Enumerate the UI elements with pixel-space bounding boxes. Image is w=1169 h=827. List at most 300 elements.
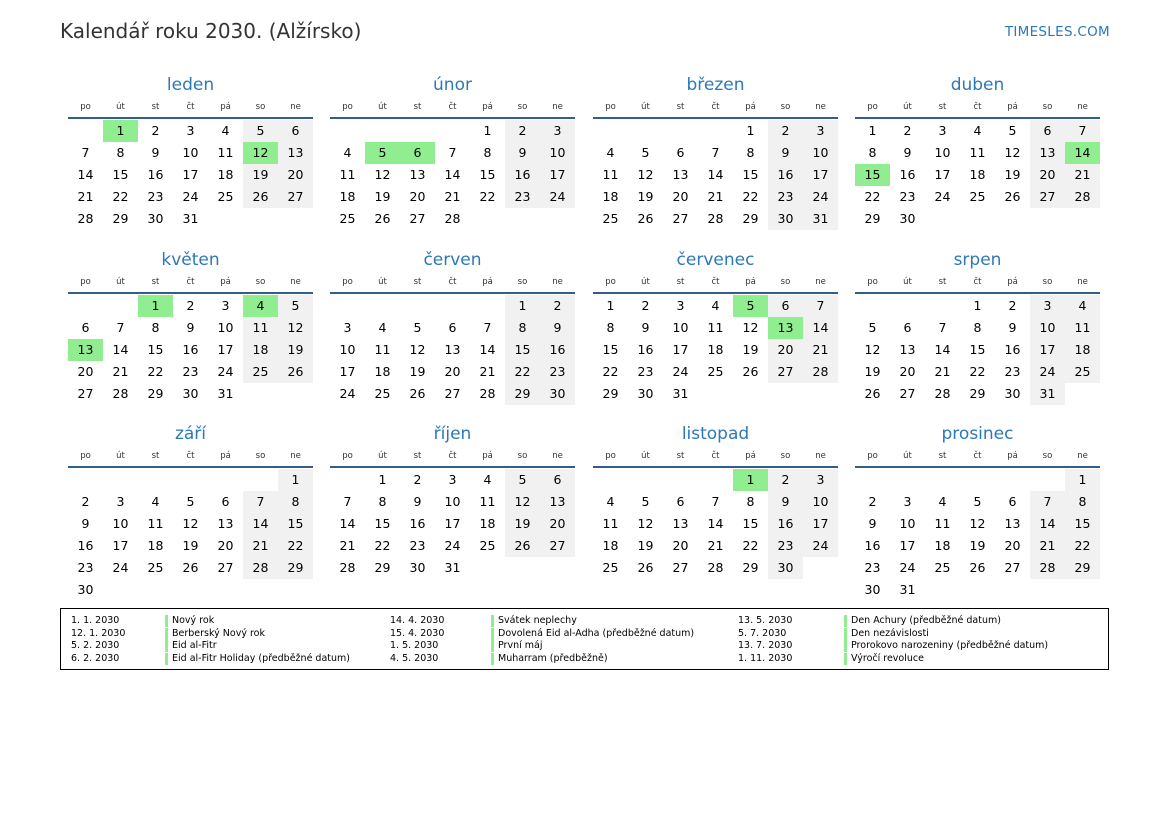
day-cell: 20 <box>768 339 803 361</box>
day-cell: 23 <box>77 560 94 575</box>
weekday-label: čt <box>973 102 982 112</box>
weekday-label: út <box>903 277 912 287</box>
day-cell: 9 <box>768 142 803 164</box>
weekday-label: čt <box>448 277 457 287</box>
day-cell: 18 <box>1065 339 1100 361</box>
holiday-date: 14. 4. 2030 <box>390 615 445 626</box>
day-cell: 22 <box>969 364 986 379</box>
day-cell: 27 <box>672 560 689 575</box>
day-cell: 27 <box>1004 560 1021 575</box>
day-cell: 2 <box>768 469 803 491</box>
day-cell: 21 <box>444 189 461 204</box>
weekday-label: pá <box>220 277 231 287</box>
day-cell: 6 <box>903 320 912 335</box>
day-cell: 8 <box>505 317 540 339</box>
weekday-label: po <box>867 102 878 112</box>
day-cell: 24 <box>112 560 129 575</box>
day-cell: 1 <box>378 472 387 487</box>
holiday-day-cell: 5 <box>365 142 400 164</box>
weekday-label: po <box>80 277 91 287</box>
day-cell: 28 <box>1030 557 1065 579</box>
holiday-day-cell: 14 <box>1065 142 1100 164</box>
weekday-header <box>593 275 838 291</box>
day-cell: 18 <box>707 342 724 357</box>
weekday-label: pá <box>482 102 493 112</box>
day-cell: 22 <box>742 538 759 553</box>
weekday-label: po <box>80 451 91 461</box>
day-cell: 5 <box>641 494 650 509</box>
weekday-header <box>855 100 1100 116</box>
day-cell: 2 <box>903 123 912 138</box>
day-cell: 25 <box>1065 361 1100 383</box>
day-cell: 30 <box>1004 386 1021 401</box>
day-cell: 14 <box>112 342 129 357</box>
day-cell: 12 <box>969 516 986 531</box>
day-cell: 23 <box>637 364 654 379</box>
day-cell: 23 <box>899 189 916 204</box>
day-cell: 28 <box>112 386 129 401</box>
day-cell: 5 <box>278 295 313 317</box>
holiday-date: 6. 2. 2030 <box>71 652 120 664</box>
day-cell: 3 <box>938 123 947 138</box>
day-cell: 25 <box>969 189 986 204</box>
day-cell: 29 <box>112 211 129 226</box>
day-grid <box>68 295 313 427</box>
day-cell: 10 <box>1030 317 1065 339</box>
weekday-label: út <box>641 102 650 112</box>
holiday-day-cell: 12 <box>243 142 278 164</box>
weekday-label: pá <box>220 451 231 461</box>
day-cell: 4 <box>343 145 352 160</box>
holiday-name: Prorokovo narozeniny (předběžné datum) <box>844 640 1048 652</box>
day-cell: 20 <box>540 513 575 535</box>
day-cell: 14 <box>803 317 838 339</box>
day-cell: 24 <box>803 535 838 557</box>
day-cell: 11 <box>147 516 164 531</box>
day-cell: 20 <box>77 364 94 379</box>
day-grid <box>330 120 575 252</box>
day-cell: 27 <box>1030 186 1065 208</box>
day-cell: 8 <box>151 320 160 335</box>
legend-row <box>71 653 401 666</box>
day-cell: 10 <box>899 516 916 531</box>
day-cell: 24 <box>444 538 461 553</box>
weekday-label: po <box>342 451 353 461</box>
day-cell: 16 <box>409 516 426 531</box>
day-cell: 16 <box>864 538 881 553</box>
day-cell: 13 <box>1030 142 1065 164</box>
weekday-label: ne <box>815 277 826 287</box>
day-cell: 10 <box>672 320 689 335</box>
day-cell: 11 <box>339 167 356 182</box>
day-cell: 23 <box>540 361 575 383</box>
day-cell: 28 <box>707 560 724 575</box>
day-cell: 18 <box>934 538 951 553</box>
day-cell: 7 <box>938 320 947 335</box>
weekday-header <box>593 100 838 116</box>
holiday-day-cell: 4 <box>243 295 278 317</box>
holiday-name: Eid al-Fitr Holiday (předběžné datum) <box>165 653 350 665</box>
weekday-label: ne <box>1077 277 1088 287</box>
day-cell: 19 <box>742 342 759 357</box>
weekday-label: ne <box>1077 102 1088 112</box>
day-cell: 22 <box>147 364 164 379</box>
day-cell: 9 <box>151 145 160 160</box>
day-cell: 18 <box>374 364 391 379</box>
day-cell: 9 <box>641 320 650 335</box>
day-cell: 2 <box>151 123 160 138</box>
legend-row <box>738 628 1068 641</box>
day-cell: 10 <box>182 145 199 160</box>
day-cell: 9 <box>505 142 540 164</box>
weekday-label: so <box>780 277 791 287</box>
day-cell: 25 <box>374 386 391 401</box>
day-cell: 2 <box>413 472 422 487</box>
weekday-label: čt <box>186 102 195 112</box>
day-cell: 23 <box>505 186 540 208</box>
day-cell: 9 <box>868 516 877 531</box>
day-cell: 22 <box>278 535 313 557</box>
day-cell: 13 <box>899 342 916 357</box>
day-cell: 1 <box>868 123 877 138</box>
day-cell: 15 <box>479 167 496 182</box>
site-link[interactable]: TIMESLES.COM <box>1004 24 1110 40</box>
day-cell: 4 <box>483 472 492 487</box>
day-cell: 4 <box>151 494 160 509</box>
day-cell: 23 <box>1004 364 1021 379</box>
day-cell: 19 <box>637 189 654 204</box>
day-cell: 6 <box>448 320 457 335</box>
weekday-label: st <box>676 102 685 112</box>
day-cell: 13 <box>672 167 689 182</box>
weekday-label: st <box>151 277 160 287</box>
weekday-label: pá <box>1007 277 1018 287</box>
day-cell: 29 <box>742 211 759 226</box>
day-cell: 26 <box>278 361 313 383</box>
day-cell: 3 <box>803 469 838 491</box>
weekday-label: pá <box>745 277 756 287</box>
day-cell: 12 <box>505 491 540 513</box>
day-cell: 19 <box>243 164 278 186</box>
day-cell: 7 <box>448 145 457 160</box>
day-cell: 31 <box>803 208 838 230</box>
weekday-header <box>68 275 313 291</box>
holiday-date: 4. 5. 2030 <box>390 652 439 664</box>
day-cell: 2 <box>81 494 90 509</box>
day-cell: 17 <box>182 167 199 182</box>
day-cell: 11 <box>602 167 619 182</box>
day-cell: 22 <box>505 361 540 383</box>
day-cell: 20 <box>409 189 426 204</box>
day-cell: 28 <box>707 211 724 226</box>
header-rule <box>855 466 1100 468</box>
weekday-label: út <box>116 102 125 112</box>
weekday-label: so <box>517 102 528 112</box>
holiday-date: 1. 1. 2030 <box>71 615 120 626</box>
weekday-label: po <box>342 277 353 287</box>
day-cell: 21 <box>707 538 724 553</box>
legend-row <box>390 640 720 653</box>
day-cell: 29 <box>147 386 164 401</box>
holiday-day-cell: 1 <box>103 120 138 142</box>
weekday-label: út <box>116 451 125 461</box>
day-cell: 16 <box>768 513 803 535</box>
day-cell: 12 <box>637 167 654 182</box>
day-cell: 8 <box>116 145 125 160</box>
weekday-label: st <box>413 102 422 112</box>
day-cell: 6 <box>1008 494 1017 509</box>
day-cell: 18 <box>243 339 278 361</box>
day-cell: 20 <box>217 538 234 553</box>
holiday-name: Berberský Nový rok <box>165 628 265 640</box>
day-cell: 17 <box>899 538 916 553</box>
weekday-label: ne <box>815 102 826 112</box>
header-rule <box>68 292 313 294</box>
month-name: červenec <box>676 250 755 270</box>
day-cell: 11 <box>479 494 496 509</box>
day-cell: 27 <box>768 361 803 383</box>
day-cell: 22 <box>112 189 129 204</box>
day-cell: 24 <box>217 364 234 379</box>
day-cell: 19 <box>505 513 540 535</box>
day-cell: 3 <box>540 120 575 142</box>
day-cell: 7 <box>1065 120 1100 142</box>
day-cell: 25 <box>147 560 164 575</box>
day-cell: 30 <box>182 386 199 401</box>
day-cell: 10 <box>112 516 129 531</box>
day-cell: 26 <box>505 535 540 557</box>
day-cell: 11 <box>217 145 234 160</box>
day-cell: 29 <box>602 386 619 401</box>
day-cell: 1 <box>973 298 982 313</box>
header-rule <box>330 292 575 294</box>
day-cell: 3 <box>221 298 230 313</box>
day-cell: 31 <box>217 386 234 401</box>
day-cell: 17 <box>112 538 129 553</box>
day-cell: 4 <box>606 145 615 160</box>
day-cell: 11 <box>969 145 986 160</box>
day-cell: 26 <box>637 211 654 226</box>
legend-column <box>71 615 401 665</box>
day-cell: 14 <box>339 516 356 531</box>
day-cell: 3 <box>186 123 195 138</box>
day-cell: 10 <box>444 494 461 509</box>
header-rule <box>593 292 838 294</box>
day-cell: 28 <box>77 211 94 226</box>
day-cell: 24 <box>934 189 951 204</box>
weekday-label: pá <box>482 277 493 287</box>
day-cell: 7 <box>116 320 125 335</box>
day-cell: 28 <box>479 386 496 401</box>
weekday-label: po <box>867 451 878 461</box>
holiday-name: Den Achury (předběžné datum) <box>844 615 1001 627</box>
day-cell: 30 <box>768 208 803 230</box>
day-cell: 5 <box>243 120 278 142</box>
legend-column <box>738 615 1068 665</box>
day-cell: 15 <box>742 516 759 531</box>
day-cell: 6 <box>676 145 685 160</box>
day-cell: 7 <box>243 491 278 513</box>
day-cell: 10 <box>803 491 838 513</box>
day-cell: 8 <box>278 491 313 513</box>
month-name: březen <box>686 75 745 95</box>
holiday-date: 1. 11. 2030 <box>738 652 793 664</box>
holiday-day-cell: 15 <box>855 164 890 186</box>
day-cell: 7 <box>1030 491 1065 513</box>
day-cell: 11 <box>934 516 951 531</box>
day-cell: 13 <box>1004 516 1021 531</box>
day-cell: 30 <box>637 386 654 401</box>
legend-row <box>71 615 401 628</box>
day-cell: 25 <box>479 538 496 553</box>
legend-row <box>71 640 401 653</box>
day-cell: 31 <box>672 386 689 401</box>
weekday-label: ne <box>1077 451 1088 461</box>
holiday-name: Nový rok <box>165 615 214 627</box>
day-cell: 20 <box>899 364 916 379</box>
weekday-label: st <box>151 102 160 112</box>
day-grid <box>855 469 1100 601</box>
day-cell: 12 <box>864 342 881 357</box>
weekday-label: pá <box>220 102 231 112</box>
day-cell: 14 <box>707 167 724 182</box>
month-name: duben <box>950 75 1005 95</box>
day-cell: 28 <box>339 560 356 575</box>
day-cell: 20 <box>1004 538 1021 553</box>
day-cell: 20 <box>672 189 689 204</box>
day-cell: 18 <box>969 167 986 182</box>
weekday-label: so <box>517 277 528 287</box>
month-name: prosinec <box>941 424 1014 444</box>
header-rule <box>593 117 838 119</box>
holiday-day-cell: 6 <box>400 142 435 164</box>
day-cell: 27 <box>672 211 689 226</box>
day-cell: 26 <box>374 211 391 226</box>
day-cell: 2 <box>505 120 540 142</box>
day-cell: 2 <box>540 295 575 317</box>
holiday-day-cell: 13 <box>768 317 803 339</box>
day-cell: 6 <box>676 494 685 509</box>
day-cell: 23 <box>768 535 803 557</box>
legend-row <box>738 640 1068 653</box>
weekday-label: so <box>255 277 266 287</box>
day-cell: 24 <box>899 560 916 575</box>
day-cell: 23 <box>182 364 199 379</box>
day-cell: 16 <box>540 339 575 361</box>
day-cell: 16 <box>637 342 654 357</box>
day-cell: 4 <box>1065 295 1100 317</box>
day-cell: 6 <box>221 494 230 509</box>
day-cell: 10 <box>934 145 951 160</box>
day-cell: 2 <box>868 494 877 509</box>
day-cell: 15 <box>742 167 759 182</box>
weekday-label: čt <box>186 451 195 461</box>
weekday-label: út <box>641 451 650 461</box>
weekday-label: pá <box>745 102 756 112</box>
day-cell: 9 <box>81 516 90 531</box>
day-cell: 1 <box>746 123 755 138</box>
day-cell: 16 <box>768 164 803 186</box>
day-cell: 21 <box>1030 535 1065 557</box>
header-rule <box>68 466 313 468</box>
day-cell: 27 <box>278 186 313 208</box>
day-cell: 30 <box>899 211 916 226</box>
day-cell: 21 <box>112 364 129 379</box>
day-grid <box>330 469 575 601</box>
weekday-label: pá <box>1007 102 1018 112</box>
month-name: červen <box>423 250 482 270</box>
day-cell: 16 <box>147 167 164 182</box>
day-cell: 24 <box>803 186 838 208</box>
holiday-name: Svátek neplechy <box>491 615 577 627</box>
weekday-label: st <box>938 277 947 287</box>
day-cell: 11 <box>1065 317 1100 339</box>
weekday-label: út <box>116 277 125 287</box>
day-cell: 6 <box>1030 120 1065 142</box>
holiday-day-cell: 1 <box>733 469 768 491</box>
holiday-name: Dovolená Eid al-Adha (předběžné datum) <box>491 628 694 640</box>
day-cell: 19 <box>969 538 986 553</box>
weekday-label: so <box>1042 102 1053 112</box>
day-cell: 15 <box>969 342 986 357</box>
day-cell: 16 <box>899 167 916 182</box>
day-cell: 8 <box>868 145 877 160</box>
weekday-label: so <box>255 451 266 461</box>
day-cell: 1 <box>505 295 540 317</box>
day-cell: 2 <box>641 298 650 313</box>
holiday-day-cell: 13 <box>68 339 103 361</box>
weekday-label: so <box>780 451 791 461</box>
day-cell: 25 <box>217 189 234 204</box>
day-cell: 4 <box>711 298 720 313</box>
weekday-label: čt <box>973 277 982 287</box>
weekday-label: pá <box>745 451 756 461</box>
day-cell: 22 <box>742 189 759 204</box>
day-cell: 27 <box>899 386 916 401</box>
day-cell: 17 <box>803 164 838 186</box>
day-cell: 28 <box>243 557 278 579</box>
day-cell: 15 <box>278 513 313 535</box>
legend-column <box>390 615 720 665</box>
day-cell: 11 <box>243 317 278 339</box>
day-grid <box>855 295 1100 427</box>
day-cell: 8 <box>746 494 755 509</box>
weekday-label: st <box>938 102 947 112</box>
day-cell: 27 <box>217 560 234 575</box>
day-cell: 16 <box>77 538 94 553</box>
day-cell: 18 <box>339 189 356 204</box>
day-cell: 28 <box>934 386 951 401</box>
weekday-label: so <box>1042 451 1053 461</box>
day-cell: 25 <box>602 211 619 226</box>
day-cell: 20 <box>672 538 689 553</box>
legend-row <box>738 615 1068 628</box>
weekday-label: út <box>378 102 387 112</box>
day-cell: 24 <box>339 386 356 401</box>
day-cell: 4 <box>973 123 982 138</box>
header-rule <box>330 117 575 119</box>
legend-row <box>390 615 720 628</box>
day-cell: 12 <box>637 516 654 531</box>
day-cell: 4 <box>221 123 230 138</box>
day-grid <box>593 295 838 427</box>
weekday-header <box>330 100 575 116</box>
day-cell: 25 <box>934 560 951 575</box>
day-cell: 24 <box>540 186 575 208</box>
day-grid <box>68 469 313 601</box>
legend-row <box>390 628 720 641</box>
day-cell: 10 <box>339 342 356 357</box>
